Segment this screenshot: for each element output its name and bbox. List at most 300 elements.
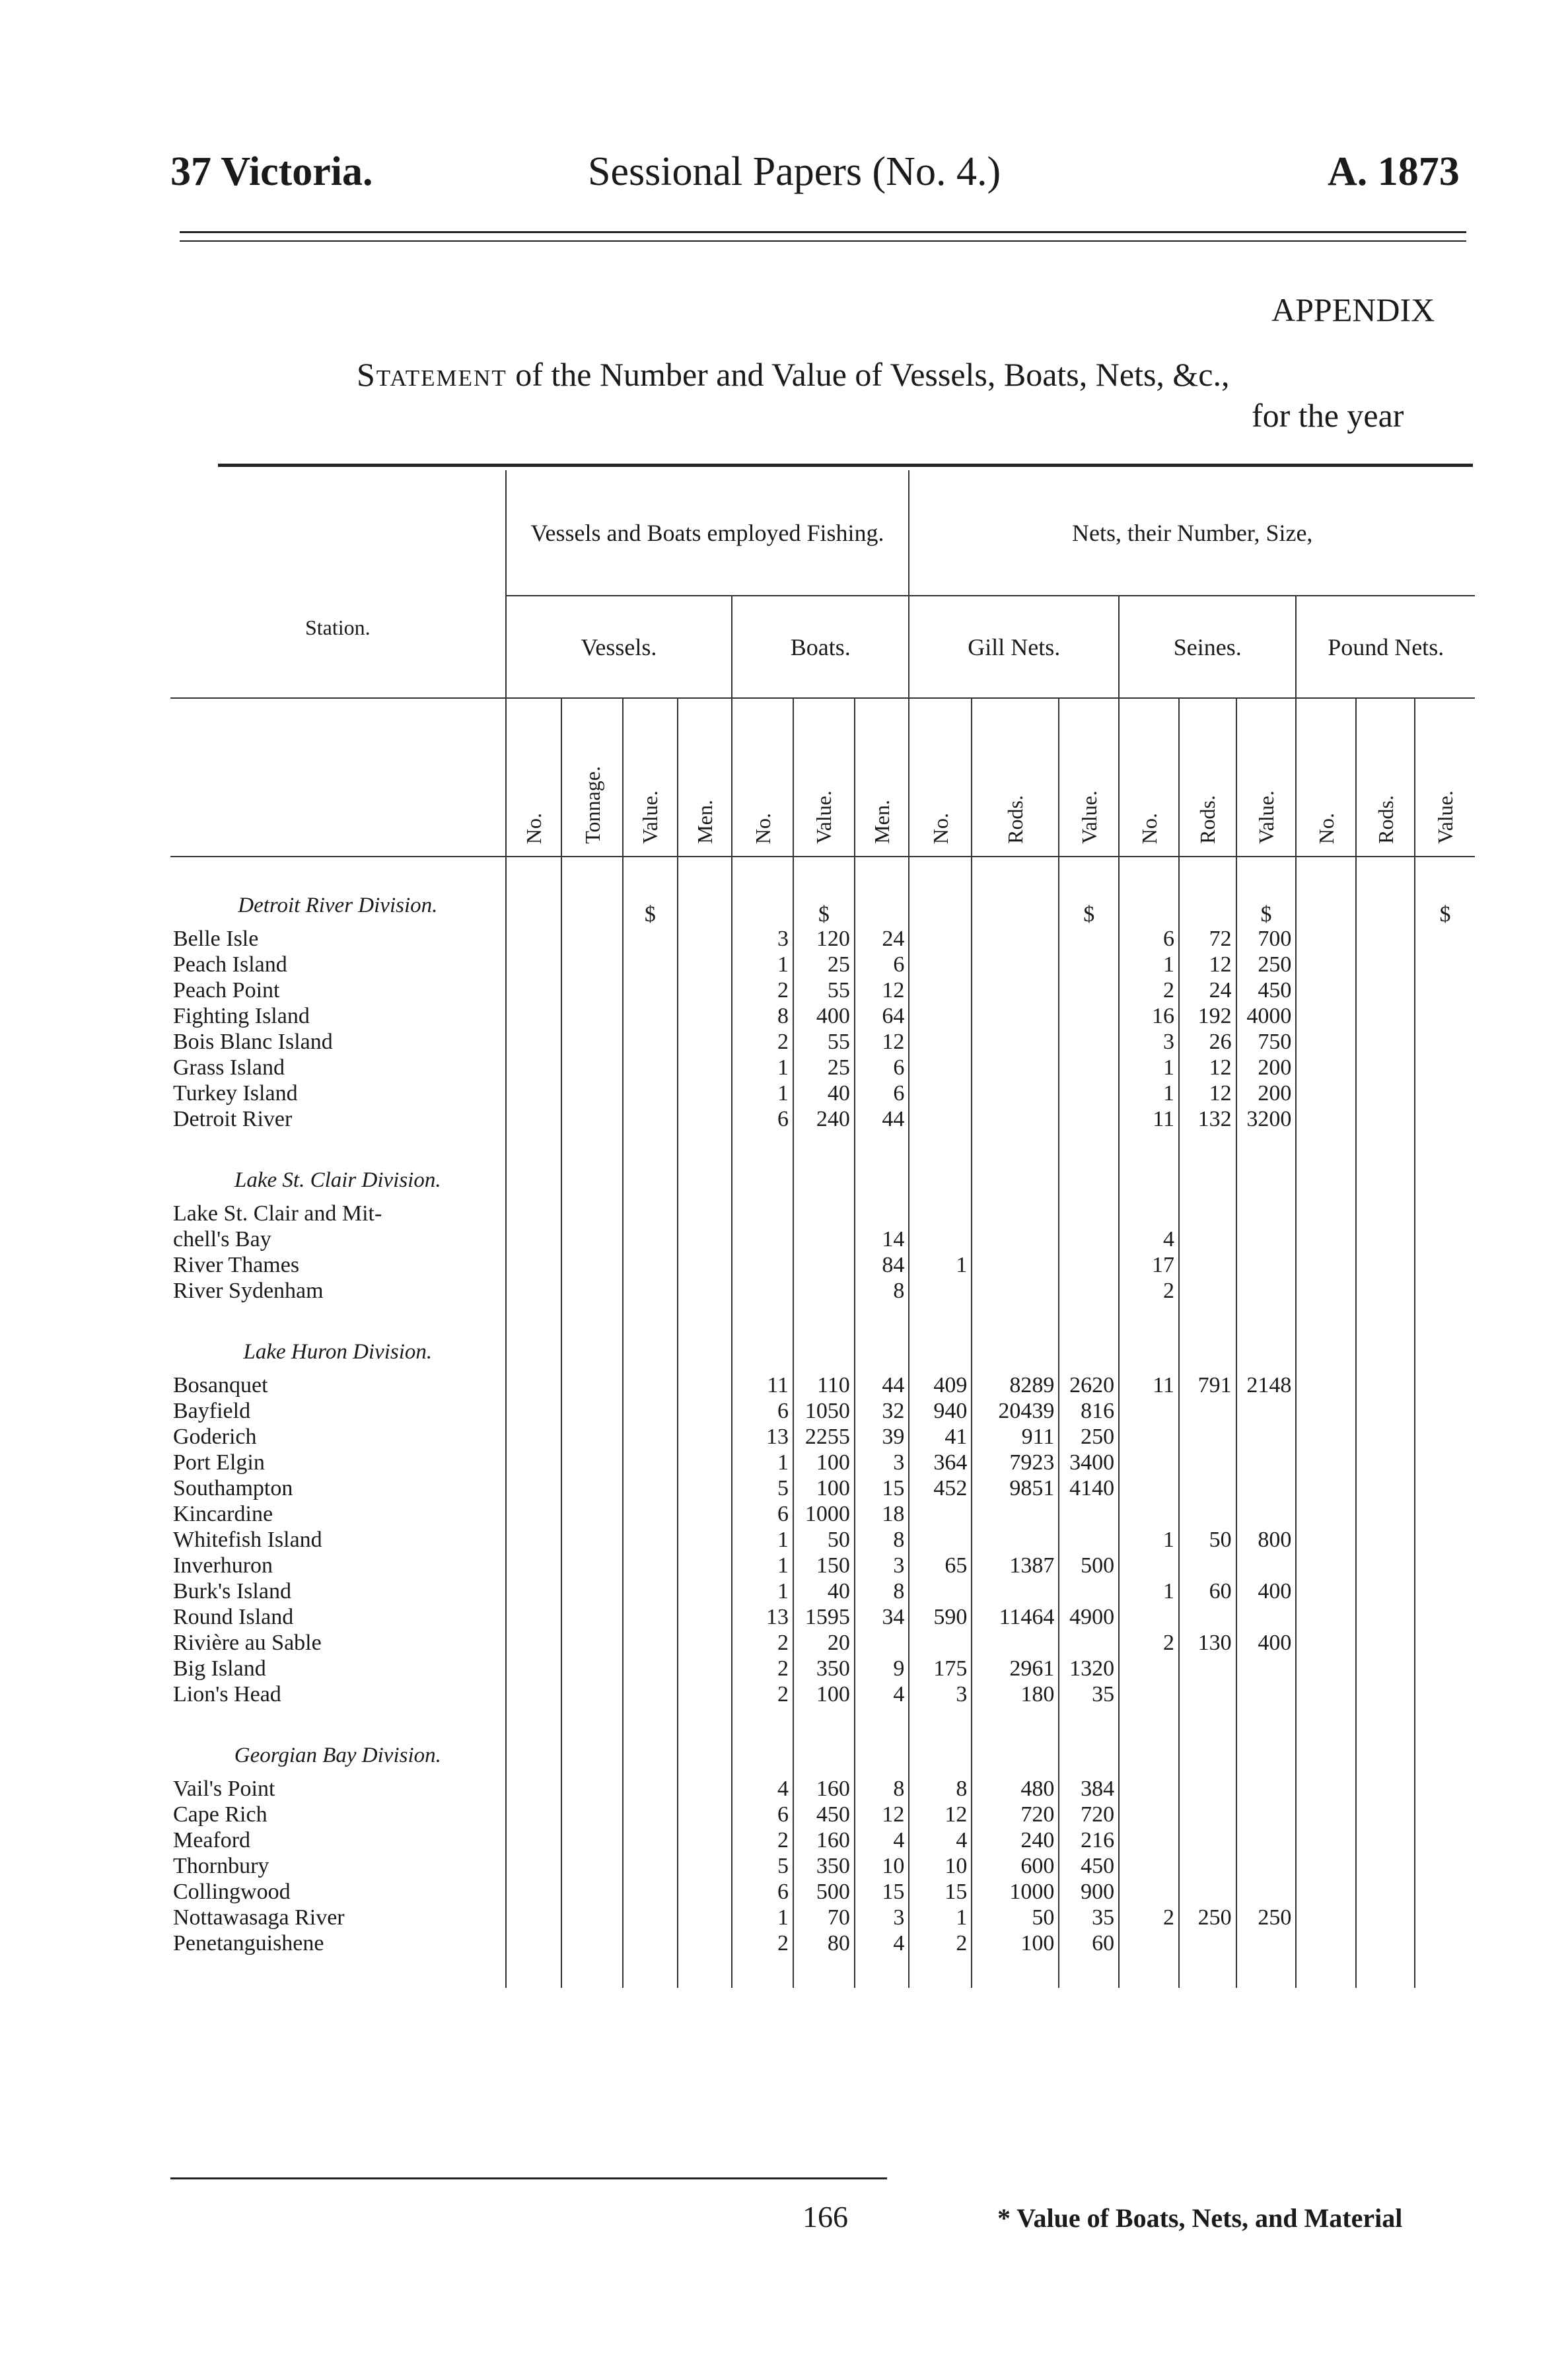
- table-cell: 50: [793, 1527, 855, 1553]
- table-cell: [1415, 1827, 1475, 1853]
- division-name: Georgian Bay Division.: [234, 1744, 441, 1767]
- table-cell: 2: [732, 1930, 793, 1956]
- table-cell: 44: [855, 1372, 909, 1398]
- table-cell: [1119, 1853, 1179, 1879]
- table-cell: [678, 1003, 732, 1029]
- table-cell: [678, 1905, 732, 1930]
- table-cell: 350: [793, 1853, 855, 1879]
- table-cell: [506, 1029, 562, 1055]
- table-cell: [972, 1630, 1059, 1656]
- station-name: Cape Rich: [173, 1802, 267, 1827]
- col-header-2: [623, 698, 678, 857]
- station-name: Turkey Island: [173, 1080, 298, 1106]
- division-cell: [1415, 1132, 1475, 1201]
- table-cell: [678, 1278, 732, 1304]
- table-cell: [561, 1475, 623, 1501]
- table-cell: 800: [1236, 1527, 1297, 1553]
- division-row: [170, 1304, 1475, 1372]
- table-cell: [1356, 952, 1415, 977]
- table-cell: 8: [909, 1776, 972, 1802]
- table-cell: [506, 1527, 562, 1553]
- table-cell: [1179, 1681, 1236, 1707]
- table-cell: [678, 1802, 732, 1827]
- table-cell: [1059, 1278, 1119, 1304]
- table-cell: 600: [972, 1853, 1059, 1879]
- table-cell: [1356, 1930, 1415, 1956]
- table-cell: 250: [1236, 952, 1297, 977]
- table-cell: [1296, 1827, 1356, 1853]
- station-name: Rivière au Sable: [173, 1630, 322, 1655]
- table-cell: 64: [855, 1003, 909, 1029]
- table-cell: [1179, 1656, 1236, 1681]
- table-cell: [506, 952, 562, 977]
- table-cell: [1415, 1930, 1475, 1956]
- table-cell: [909, 1501, 972, 1527]
- col-header-8: [972, 698, 1059, 857]
- division-cell: [972, 1707, 1059, 1776]
- division-name: Lake Huron Division.: [243, 1340, 433, 1364]
- table-cell: [561, 1424, 623, 1450]
- table-cell: [506, 1450, 562, 1475]
- table-cell: [1236, 1879, 1297, 1905]
- table-cell: [1119, 1398, 1179, 1424]
- table-row: [170, 1905, 1475, 1930]
- table-cell: 2: [1119, 1278, 1179, 1304]
- station-name: River Thames: [173, 1252, 300, 1277]
- table-cell: 130: [1179, 1630, 1236, 1656]
- table-cell: [793, 1252, 855, 1278]
- table-cell: 15: [909, 1879, 972, 1905]
- table-cell: 120: [793, 926, 855, 952]
- table-cell: [623, 1905, 678, 1930]
- table-cell: [678, 1106, 732, 1132]
- table-cell: [1415, 1630, 1475, 1656]
- table-cell: [1415, 1776, 1475, 1802]
- station-name: Bayfield: [173, 1398, 251, 1423]
- table-row: [170, 1553, 1475, 1578]
- table-cell: [561, 977, 623, 1003]
- table-cell: [1296, 1450, 1356, 1475]
- table-cell: [1119, 1827, 1179, 1853]
- statement-title-line2: for the year: [1252, 397, 1404, 434]
- table-cell: [1356, 1029, 1415, 1055]
- table-cell: [1296, 1930, 1356, 1956]
- table-cell: [1059, 1501, 1119, 1527]
- table-cell: 240: [972, 1827, 1059, 1853]
- division-cell: [732, 1132, 793, 1201]
- table-cell: [972, 1501, 1059, 1527]
- table-cell: [506, 1398, 562, 1424]
- table-row: [170, 1930, 1475, 1956]
- table-cell: [793, 1278, 855, 1304]
- table-cell: [1236, 1930, 1297, 1956]
- table-cell: 791: [1179, 1372, 1236, 1398]
- table-cell: 100: [793, 1475, 855, 1501]
- table-row: [170, 1003, 1475, 1029]
- col-header-label: No.: [928, 812, 952, 844]
- table-cell: [561, 1003, 623, 1029]
- table-cell: 400: [793, 1003, 855, 1029]
- spacer-cell: [1179, 1956, 1236, 1988]
- table-cell: [623, 1853, 678, 1879]
- table-cell: 13: [732, 1604, 793, 1630]
- table-row: [170, 1630, 1475, 1656]
- table-cell: 25: [793, 1055, 855, 1080]
- table-cell: [972, 1055, 1059, 1080]
- table-cell: [1415, 1802, 1475, 1827]
- table-cell: [1356, 1553, 1415, 1578]
- table-cell: [561, 1226, 623, 1252]
- table-cell: [1179, 1802, 1236, 1827]
- table-cell: [1059, 977, 1119, 1003]
- division-cell: [732, 1304, 793, 1372]
- table-cell: [561, 1630, 623, 1656]
- table-cell: [678, 1029, 732, 1055]
- table-cell: [623, 926, 678, 952]
- table-cell: [1236, 1252, 1297, 1278]
- table-row: [170, 926, 1475, 952]
- table-cell: [1059, 1106, 1119, 1132]
- table-row: [170, 1106, 1475, 1132]
- station-name: Lake St. Clair and Mit-: [173, 1201, 382, 1226]
- table-row: [170, 1527, 1475, 1553]
- table-cell: [623, 1372, 678, 1398]
- table-cell: [1296, 1398, 1356, 1424]
- pound-nets-subheader: Pound Nets.: [1296, 596, 1475, 698]
- table-cell: [506, 1930, 562, 1956]
- table-cell: [1415, 926, 1475, 952]
- station-name: Peach Island: [173, 952, 287, 977]
- table-cell: [1296, 1802, 1356, 1827]
- table-cell: [678, 1424, 732, 1450]
- table-cell: [623, 1029, 678, 1055]
- table-cell: 3400: [1059, 1450, 1119, 1475]
- table-cell: 150: [793, 1553, 855, 1578]
- spacer-cell: [732, 1956, 793, 1988]
- table-cell: [1236, 1278, 1297, 1304]
- division-cell: [561, 1304, 623, 1372]
- table-cell: 55: [793, 977, 855, 1003]
- division-cell: [1059, 1707, 1119, 1776]
- table-cell: [561, 1827, 623, 1853]
- table-cell: 2: [732, 1827, 793, 1853]
- table-cell: 40: [793, 1578, 855, 1604]
- division-cell: [1356, 1707, 1415, 1776]
- table-cell: [972, 977, 1059, 1003]
- table-cell: 15: [855, 1879, 909, 1905]
- table-cell: 12: [909, 1802, 972, 1827]
- table-cell: [1236, 1226, 1297, 1252]
- table-cell: [1119, 1424, 1179, 1450]
- table-cell: [678, 1827, 732, 1853]
- header-papers: Sessional Papers (No. 4.): [588, 149, 1001, 194]
- table-cell: [855, 1630, 909, 1656]
- division-cell: [909, 1707, 972, 1776]
- table-cell: [506, 1372, 562, 1398]
- division-cell: [1296, 1132, 1356, 1201]
- table-cell: [678, 1681, 732, 1707]
- table-cell: 160: [793, 1776, 855, 1802]
- table-cell: 409: [909, 1372, 972, 1398]
- table-cell: [1415, 1656, 1475, 1681]
- table-cell: [1059, 926, 1119, 952]
- table-cell: [561, 1656, 623, 1681]
- boats-subheader: Boats.: [732, 596, 909, 698]
- spacer-cell: [1059, 1956, 1119, 1988]
- table-cell: [506, 1604, 562, 1630]
- table-cell: [972, 1106, 1059, 1132]
- division-cell: $: [623, 857, 678, 926]
- table-cell: 4000: [1236, 1003, 1297, 1029]
- table-cell: 7923: [972, 1450, 1059, 1475]
- table-cell: 4140: [1059, 1475, 1119, 1501]
- table-cell: [1296, 1252, 1356, 1278]
- table-cell: [1296, 1630, 1356, 1656]
- table-cell: [1296, 1527, 1356, 1553]
- table-cell: 8: [732, 1003, 793, 1029]
- table-cell: [561, 1681, 623, 1707]
- table-cell: [678, 1201, 732, 1226]
- division-row: [170, 1132, 1475, 1201]
- table-cell: 8: [855, 1278, 909, 1304]
- table-row: [170, 1201, 1475, 1226]
- table-cell: [1059, 1226, 1119, 1252]
- table-row: [170, 1776, 1475, 1802]
- col-header-label: Tonnage.: [580, 766, 604, 844]
- table-cell: 132: [1179, 1106, 1236, 1132]
- station-name: Burk's Island: [173, 1578, 291, 1604]
- table-cell: [561, 1201, 623, 1226]
- table-row: [170, 1398, 1475, 1424]
- division-cell: [678, 1132, 732, 1201]
- table-cell: 1: [732, 1578, 793, 1604]
- table-cell: [1415, 1372, 1475, 1398]
- station-name: Meaford: [173, 1827, 251, 1852]
- table-cell: [1236, 1201, 1297, 1226]
- table-end-spacer: [170, 1956, 1475, 1988]
- table-cell: 80: [793, 1930, 855, 1956]
- table-cell: 1: [909, 1905, 972, 1930]
- station-name: Bois Blanc Island: [173, 1029, 333, 1054]
- division-cell: [1179, 1304, 1236, 1372]
- table-cell: 11: [1119, 1106, 1179, 1132]
- statement-rest: of the Number and Value of Vessels, Boats, Nets, &c.,: [507, 356, 1230, 393]
- table-cell: [1179, 1827, 1236, 1853]
- col-header-7: [909, 698, 972, 857]
- table-cell: 2: [732, 1029, 793, 1055]
- table-cell: 450: [1059, 1853, 1119, 1879]
- table-cell: [1296, 1372, 1356, 1398]
- table-cell: [623, 1398, 678, 1424]
- table-cell: 384: [1059, 1776, 1119, 1802]
- table-cell: [909, 1226, 972, 1252]
- table-row: [170, 952, 1475, 977]
- table-cell: 1: [732, 1055, 793, 1080]
- division-cell: [1296, 1304, 1356, 1372]
- division-cell: [623, 1132, 678, 1201]
- col-header-label: No.: [1314, 812, 1338, 844]
- table-cell: [1356, 1501, 1415, 1527]
- table-cell: [506, 1802, 562, 1827]
- table-cell: [623, 1226, 678, 1252]
- table-cell: [1296, 1578, 1356, 1604]
- table-cell: 8: [855, 1578, 909, 1604]
- table-cell: [506, 1080, 562, 1106]
- table-cell: [1356, 1278, 1415, 1304]
- table-cell: 200: [1236, 1055, 1297, 1080]
- table-cell: 6: [855, 1080, 909, 1106]
- table-cell: [678, 1398, 732, 1424]
- table-cell: 5: [732, 1853, 793, 1879]
- footnote: * Value of Boats, Nets, and Material: [997, 2203, 1403, 2233]
- division-cell: [506, 1304, 562, 1372]
- table-cell: [623, 1681, 678, 1707]
- table-cell: [1415, 1879, 1475, 1905]
- division-cell: [909, 857, 972, 926]
- table-row: [170, 977, 1475, 1003]
- table-cell: 50: [1179, 1527, 1236, 1553]
- table-cell: [506, 1879, 562, 1905]
- table-cell: 26: [1179, 1029, 1236, 1055]
- table-cell: [506, 1681, 562, 1707]
- table-cell: 11: [732, 1372, 793, 1398]
- table-cell: [561, 1055, 623, 1080]
- table-cell: [1415, 1475, 1475, 1501]
- table-cell: 200: [1236, 1080, 1297, 1106]
- table-cell: [1415, 1604, 1475, 1630]
- table-cell: 6: [855, 1055, 909, 1080]
- table-row: [170, 1029, 1475, 1055]
- division-cell: [909, 1304, 972, 1372]
- table-cell: [732, 1278, 793, 1304]
- table-cell: 2: [909, 1930, 972, 1956]
- division-cell: $: [1415, 857, 1475, 926]
- table-cell: [1119, 1776, 1179, 1802]
- table-cell: [506, 1553, 562, 1578]
- table-cell: [1415, 1905, 1475, 1930]
- table-cell: [1415, 1055, 1475, 1080]
- table-cell: [1296, 1080, 1356, 1106]
- table-cell: [1356, 1003, 1415, 1029]
- division-cell: [855, 857, 909, 926]
- table-cell: [909, 1029, 972, 1055]
- table-cell: 12: [855, 1029, 909, 1055]
- col-header-label: Rods.: [1373, 795, 1398, 844]
- table-cell: [1296, 1029, 1356, 1055]
- table-cell: 3: [1119, 1029, 1179, 1055]
- table-cell: [623, 1578, 678, 1604]
- division-cell: $: [1236, 857, 1297, 926]
- table-row: [170, 1424, 1475, 1450]
- gill-nets-subheader: Gill Nets.: [909, 596, 1119, 698]
- table-cell: [506, 1106, 562, 1132]
- header-rule-bottom: [180, 240, 1466, 242]
- table-cell: [1296, 1604, 1356, 1630]
- station-name: Southampton: [173, 1475, 293, 1500]
- station-name: Thornbury: [173, 1853, 269, 1878]
- table-cell: 6: [732, 1106, 793, 1132]
- table-cell: [1059, 1630, 1119, 1656]
- table-cell: [623, 1201, 678, 1226]
- spacer-cell: [909, 1956, 972, 1988]
- division-name: Detroit River Division.: [170, 857, 506, 926]
- table-cell: 500: [1059, 1553, 1119, 1578]
- table-cell: [561, 1398, 623, 1424]
- table-cell: [1236, 1656, 1297, 1681]
- table-cell: 55: [793, 1029, 855, 1055]
- table-cell: [678, 1930, 732, 1956]
- table-cell: 40: [793, 1080, 855, 1106]
- table-cell: [506, 1853, 562, 1879]
- table-cell: 16: [1119, 1003, 1179, 1029]
- division-cell: [1236, 1132, 1297, 1201]
- table-cell: [1059, 1055, 1119, 1080]
- table-cell: [909, 977, 972, 1003]
- station-name: Belle Isle: [173, 926, 259, 951]
- table-cell: [1119, 1681, 1179, 1707]
- table-cell: [909, 1578, 972, 1604]
- table-cell: [678, 1853, 732, 1879]
- table-cell: [1059, 1201, 1119, 1226]
- table-cell: 911: [972, 1424, 1059, 1450]
- table-cell: 12: [1179, 952, 1236, 977]
- table-cell: 1595: [793, 1604, 855, 1630]
- table-cell: 72: [1179, 926, 1236, 952]
- table-cell: [623, 1527, 678, 1553]
- table-cell: 2620: [1059, 1372, 1119, 1398]
- table-cell: [1356, 1827, 1415, 1853]
- table-cell: 1: [909, 1252, 972, 1278]
- table-cell: [972, 1278, 1059, 1304]
- station-name: Goderich: [173, 1424, 257, 1449]
- table-cell: 250: [1059, 1424, 1119, 1450]
- table-cell: 24: [855, 926, 909, 952]
- table-cell: 1: [732, 1553, 793, 1578]
- table-cell: [1356, 1398, 1415, 1424]
- spacer-cell: [1415, 1956, 1475, 1988]
- table-cell: [1236, 1853, 1297, 1879]
- table-cell: [623, 1278, 678, 1304]
- table-cell: [1119, 1553, 1179, 1578]
- table-cell: [623, 1879, 678, 1905]
- division-cell: [1179, 1132, 1236, 1201]
- table-row: [170, 1226, 1475, 1252]
- division-cell: [1415, 1707, 1475, 1776]
- table-cell: [1179, 1201, 1236, 1226]
- table-cell: 12: [855, 1802, 909, 1827]
- table-cell: [1356, 1226, 1415, 1252]
- table-cell: [678, 952, 732, 977]
- col-header-5: [793, 698, 855, 857]
- table-cell: [1296, 1003, 1356, 1029]
- table-cell: [623, 1003, 678, 1029]
- table-cell: 100: [972, 1930, 1059, 1956]
- col-header-label: No.: [521, 812, 546, 844]
- col-header-3: [678, 698, 732, 857]
- division-cell: [561, 1132, 623, 1201]
- table-cell: [1356, 1252, 1415, 1278]
- table-cell: 110: [793, 1372, 855, 1398]
- table-cell: [1415, 952, 1475, 977]
- division-cell: [855, 1304, 909, 1372]
- table-cell: [1119, 1201, 1179, 1226]
- table-cell: 350: [793, 1656, 855, 1681]
- table-cell: [561, 952, 623, 977]
- table-cell: [1236, 1501, 1297, 1527]
- table-cell: 1000: [793, 1501, 855, 1527]
- table-cell: 6: [732, 1501, 793, 1527]
- table-cell: [909, 1527, 972, 1553]
